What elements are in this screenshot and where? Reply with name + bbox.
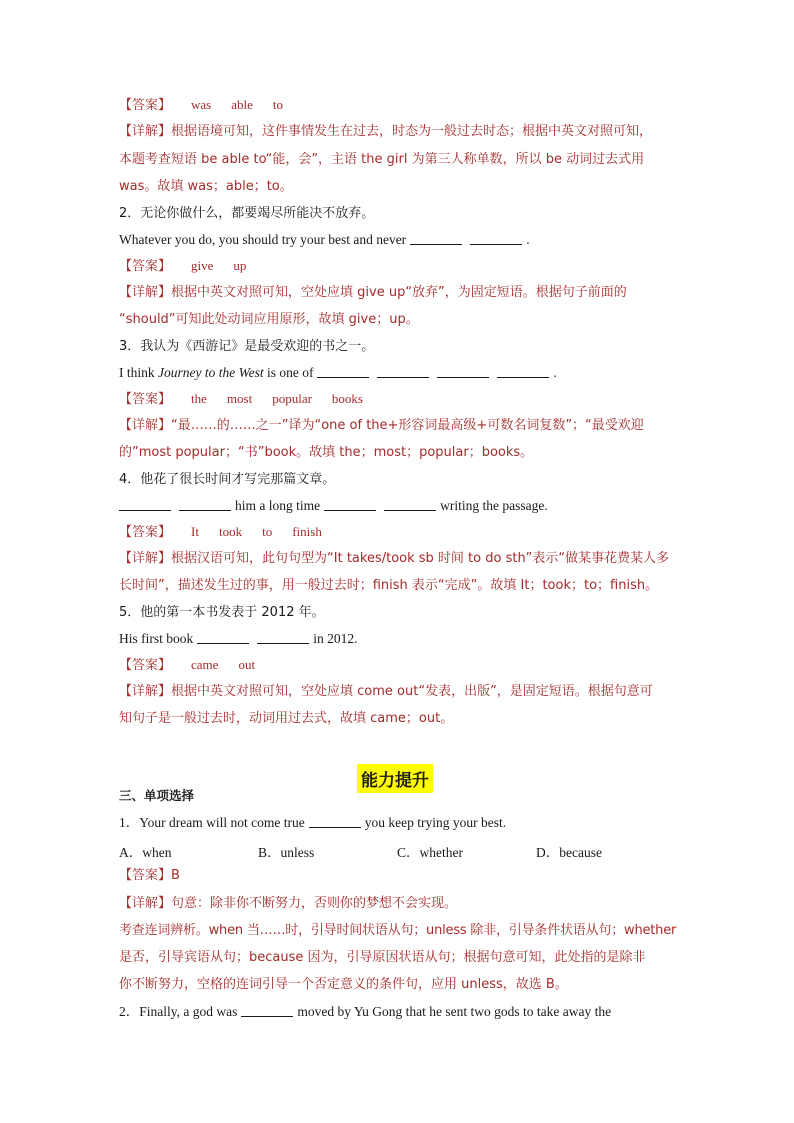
blank: [410, 232, 462, 245]
answer-word: was: [191, 97, 212, 112]
question-4-cn: 4．他花了很长时间才写完那篇文章。: [119, 472, 336, 487]
mc-detail-1b: 考查连词辨析。when 当……时，引导时间状语从句；unless 除非，引导条件状语从句；whether: [119, 923, 677, 938]
answer-label: 【答案】: [119, 392, 172, 407]
blank: [309, 815, 361, 828]
blank: [119, 498, 171, 511]
mc-detail-1c: 是否，引导宾语从句；because 因为，引导原因状语从句；根据句意可知，此处指的是除非: [119, 950, 646, 965]
detail-text: 根据汉语可知，此句句型为“It takes/took sb 时间 to do sth”表示“做某事花费某人多: [171, 551, 670, 566]
mc-detail-1d: 你不断努力，空格的连词引导一个否定意义的条件句，应用 unless，故选 B。: [119, 977, 568, 992]
answer-label: 【答案】: [119, 658, 172, 673]
question-2-en: Whatever you do, you should try your best and never .: [119, 232, 530, 247]
question-text: 1．Your dream will not come true: [119, 815, 305, 830]
detail-text: 根据中英文对照可知，空处应填 give up“放弃”，为固定短语。根据句子前面的: [171, 285, 627, 300]
book-title: Journey to the West: [158, 365, 264, 380]
answer-word: able: [231, 97, 253, 112]
question-text: is one of: [266, 365, 314, 380]
answer-row-4: [119, 523, 694, 542]
detail-row-1c: was。故填 was；able；to。: [119, 179, 293, 194]
answer-word: took: [218, 524, 243, 539]
blank: [241, 1004, 293, 1017]
detail-row-3a: [119, 417, 694, 435]
detail-row-4b: 长时间”，描述发生过的事，用一般过去时；finish 表示“完成”。故填 It；took；to；finish。: [119, 578, 659, 593]
detail-row-3b: 的”most popular；“书”book。故填 the；most；popular；books。: [119, 445, 534, 460]
detail-row-2b: “should”可知此处动词应用原形，故填 give；up。: [119, 312, 419, 327]
detail-text: “最……的……之一”译为“one of the+形容词最高级+可数名词复数”；“最受欢迎: [171, 418, 644, 433]
answer-word: It: [191, 524, 199, 539]
question-5-en: [119, 630, 694, 648]
answer-row-5: [119, 656, 694, 675]
detail-text: 句意：除非你不断努力，否则你的梦想不会实现。: [171, 896, 458, 911]
detail-row-5a: [119, 683, 694, 701]
mc-answer-1: 【答案】B: [119, 868, 180, 883]
detail-text: 根据语境可知，这件事情发生在过去，时态为一般过去时态；根据中英文对照可知，: [171, 124, 653, 139]
detail-label: 【详解】: [119, 896, 172, 911]
section-title: 能力提升: [357, 764, 433, 793]
detail-row-1a: [119, 123, 694, 141]
detail-text: 根据中英文对照可知，空处应填 come out“发表，出版”，是固定短语。根据句意可: [171, 684, 653, 699]
option-b: B．unless: [258, 845, 315, 860]
question-text: writing the passage.: [440, 498, 548, 513]
answer-label: 【答案】: [119, 98, 172, 113]
detail-row-2a: [119, 284, 694, 302]
question-text: moved by Yu Gong that he sent two gods to take away the: [297, 1004, 612, 1019]
detail-label: 【详解】: [119, 285, 172, 300]
question-text: Whatever you do, you should try your best and never: [119, 232, 407, 247]
mc-question-1: [119, 814, 694, 832]
answer-word: came: [191, 657, 219, 672]
question-4-en: [119, 497, 694, 515]
question-text: you keep trying your best.: [364, 815, 507, 830]
question-text: him a long time: [235, 498, 321, 513]
blank: [317, 365, 369, 378]
option-a: A．when: [119, 845, 172, 860]
answer-word: to: [262, 524, 273, 539]
blank: [470, 232, 522, 245]
answer-word: to: [272, 97, 284, 112]
blank: [197, 631, 249, 644]
answer-word: popular: [272, 391, 312, 406]
answer-word: finish: [292, 524, 322, 539]
blank: [377, 365, 429, 378]
detail-label: 【详解】: [119, 124, 172, 139]
section-subtitle: 三、单项选择: [119, 788, 195, 803]
blank: [497, 365, 549, 378]
question-2-cn: 2．无论你做什么，都要竭尽所能决不放弃。: [119, 206, 375, 221]
answer-word: give: [191, 258, 214, 273]
option-c: C．whether: [397, 845, 463, 860]
question-3-cn: 3．我认为《西游记》是最受欢迎的书之一。: [119, 339, 375, 354]
question-5-cn: 5．他的第一本书发表于 2012 年。: [119, 605, 325, 620]
answer-word: up: [233, 258, 247, 273]
detail-label: 【详解】: [119, 551, 172, 566]
detail-label: 【详解】: [119, 684, 172, 699]
answer-label: 【答案】: [119, 259, 172, 274]
answer-row-1: [119, 96, 694, 115]
mc-question-2: [119, 1003, 694, 1021]
answer-word: out: [238, 657, 256, 672]
question-text: 2．Finally, a god was: [119, 1004, 238, 1019]
blank: [324, 498, 376, 511]
detail-row-4a: [119, 550, 694, 568]
question-text: in 2012.: [313, 631, 358, 646]
blank: [384, 498, 436, 511]
answer-word: books: [331, 391, 363, 406]
question-text: His first book: [119, 631, 194, 646]
mc-detail-1a: [119, 895, 694, 913]
answer-word: the: [191, 391, 207, 406]
answer-word: most: [226, 391, 253, 406]
blank: [257, 631, 309, 644]
blank: [179, 498, 231, 511]
detail-row-5b: 知句子是一般过去时，动词用过去式，故填 came；out。: [119, 711, 454, 726]
detail-row-1b: 本题考查短语 be able to“能，会”，主语 the girl 为第三人称单数，所以 be 动词过去式用: [119, 152, 645, 167]
detail-label: 【详解】: [119, 418, 172, 433]
answer-row-3: [119, 390, 694, 409]
question-text: I think: [119, 365, 155, 380]
blank: [437, 365, 489, 378]
answer-label: 【答案】: [119, 525, 172, 540]
option-d: D．because: [536, 845, 602, 860]
answer-row-2: [119, 257, 694, 276]
question-3-en: I think Journey to the West is one of .: [119, 365, 557, 380]
